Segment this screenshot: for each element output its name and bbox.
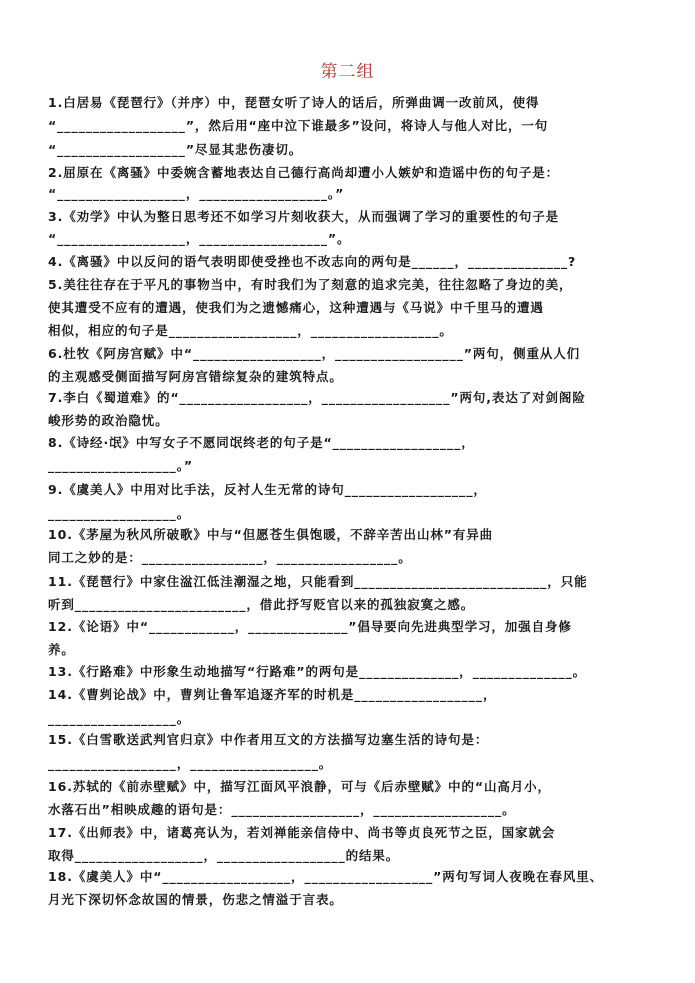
question-3-line-1: 3.《劝学》中认为整日思考还不如学习片刻收获大，从而强调了学习的重要性的句子是 (48, 209, 560, 224)
question-2-line-1: 2.屈原在《离骚》中委婉含蓄地表达自己德行高尚却遭小人嫉妒和造谣中伤的句子是： (48, 165, 560, 180)
question-17-line-1: 17.《出师表》中，诸葛亮认为，若刘禅能亲信侍中、尚书等贞良死节之臣，国家就会 (48, 825, 556, 840)
question-11-line-1: 11.《琵琶行》中家住湓江低洼潮湿之地，只能看到___________________________，只能 (48, 574, 588, 589)
question-15-line-1: 15.《白雪歌送武判官归京》中作者用互文的方法描写边塞生活的诗句是： (48, 732, 489, 747)
question-16-line-1: 16.苏轼的《前赤壁赋》中，描写江面风平浪静，可与《后赤壁赋》中的“山高月小， (48, 779, 551, 794)
question-5-line-2: 使其遭受不应有的遭遇，使我们为之遗憾痛心，这种遭遇与《马说》中千里马的遭遇 (48, 300, 544, 315)
question-14-line-2: __________________。 (48, 711, 191, 726)
question-3-line-2: “__________________，__________________”。 (48, 231, 351, 246)
question-8-line-1: 8.《诗经·氓》中写女子不愿同氓终老的句子是“__________________， (48, 435, 475, 450)
question-5-line-1: 5.美往往存在于平凡的事物当中，有时我们为了刻意的追求完美，往往忽略了身边的美， (48, 277, 573, 292)
question-10-line-1: 10.《茅屋为秋风所破歌》中与“但愿苍生俱饱暖，不辞辛苦出山林”有异曲 (48, 527, 494, 542)
question-6-line-2: 的主观感受侧面描写阿房宫错综复杂的建筑特点。 (48, 369, 343, 384)
question-2-line-2: “__________________，__________________。” (48, 186, 345, 201)
question-1-line-1: 1.白居易《琵琶行》（并序）中，琵琶女听了诗人的话后，所弹曲调一改前风，使得 (48, 95, 540, 110)
question-9-line-2: __________________。 (48, 506, 191, 521)
question-1-line-2: “__________________”，然后用“座中泣下谁最多”设问，将诗人与他人对比，一句 (48, 118, 549, 133)
question-7-line-2: 峻形势的政治隐忧。 (48, 413, 169, 428)
question-13-line-1: 13.《行路难》中形象生动地描写“行路难”的两句是______________，______________。 (48, 664, 587, 679)
question-14-line-1: 14.《曹刿论战》中，曹刿让鲁军追逐齐军的时机是__________________， (48, 687, 497, 702)
question-7-line-1: 7.李白《蜀道难》的“__________________，__________________”两句,表达了对剑阁险 (48, 390, 586, 405)
question-12-line-2: 养。 (48, 642, 75, 657)
question-12-line-1: 12.《论语》中“____________，______________”倡导要向先进典型学习，加强自身修 (48, 619, 572, 634)
question-11-line-2: 听到________________________，借此抒写贬官以来的孤独寂寞之感。 (48, 597, 475, 612)
page-title: 第二组 (320, 62, 375, 82)
question-9-line-1: 9.《虞美人》中用对比手法，反衬人生无常的诗句__________________， (48, 482, 487, 497)
question-15-line-2: __________________，__________________。 (48, 756, 333, 771)
question-17-line-2: 取得__________________，__________________的结果。 (48, 848, 400, 863)
question-6-line-1: 6.杜牧《阿房宫赋》中“__________________，__________________”两句，侧重从人们 (48, 346, 581, 361)
question-4-line-1: 4.《离骚》中以反问的语气表明即使受挫也不改志向的两句是______，______________? (48, 254, 577, 269)
question-16-line-2: 水落石出”相映成趣的语句是：__________________，__________________。 (48, 802, 516, 817)
question-1-line-3: “__________________”尽显其悲伤凄切。 (48, 142, 303, 157)
question-10-line-2: 同工之妙的是：_________________，_________________。 (48, 550, 412, 565)
question-8-line-2: __________________。” (48, 458, 193, 473)
question-18-line-1: 18.《虞美人》中“__________________，__________________”两句写词人夜晚在春风里、 (48, 869, 604, 884)
question-5-line-3: 相似，相应的句子是__________________，__________________。 (48, 323, 453, 338)
question-18-line-2: 月光下深切怀念故国的情景，伤悲之情溢于言表。 (48, 892, 343, 907)
